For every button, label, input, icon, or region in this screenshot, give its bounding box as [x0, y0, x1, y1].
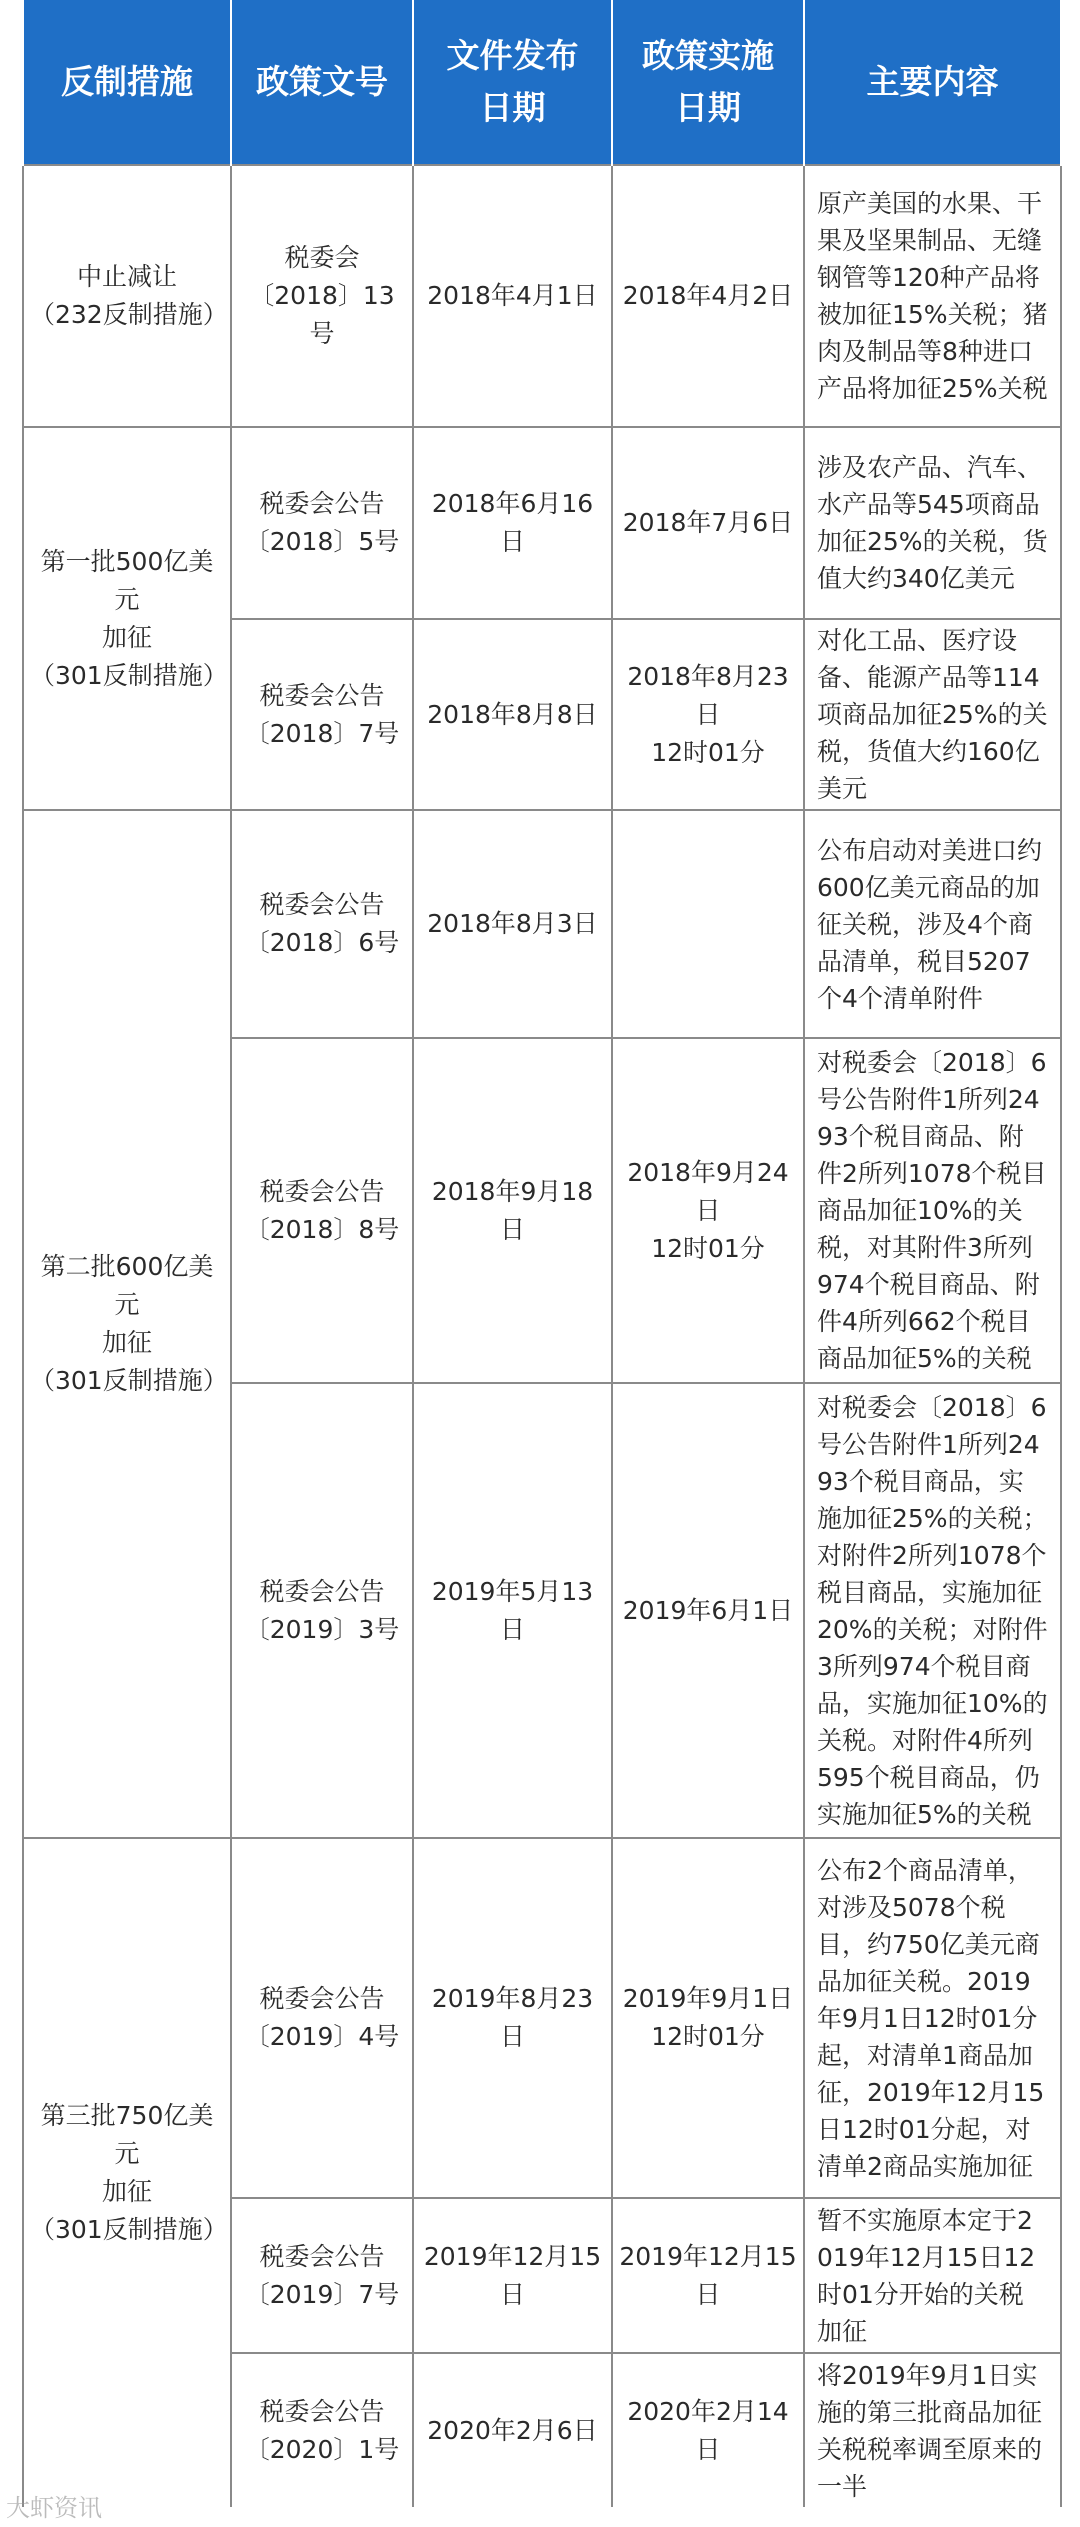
policy-table: [22, 0, 1062, 2509]
publish-date-cell: 2019年5月13日: [413, 1383, 612, 1838]
measure-cell: 中止减让 （232反制措施）: [23, 165, 231, 427]
footer-strip: [0, 2507, 1080, 2527]
content-cell: 公布2个商品清单，对涉及5078个税目，约750亿美元商品加征关税。2019年9月1日12时01分起，对清单1商品加征，2019年12月15日12时01分起，对清单2商品实施加征: [804, 1838, 1061, 2198]
header-effective-date: 政策实施 日期: [612, 0, 804, 165]
table-row: [23, 165, 1061, 427]
content-cell: 对税委会〔2018〕6号公告附件1所列2493个税目商品，实施加征25%的关税；对附件2所列1078个税目商品，实施加征20%的关税；对附件3所列974个税目商品，实施加征10%的关税。对附件4所列595个税目商品，仍实施加征5%的关税: [804, 1383, 1061, 1838]
doc-number-cell: 税委会公告 〔2019〕7号: [231, 2198, 413, 2353]
publish-date-cell: 2018年8月3日: [413, 810, 612, 1038]
doc-number-cell: 税委会公告 〔2019〕3号: [231, 1383, 413, 1838]
content-cell: 对税委会〔2018〕6号公告附件1所列2493个税目商品、附件2所列1078个税目商品加征10%的关税，对其附件3所列974个税目商品、附件4所列662个税目商品加征5%的关税: [804, 1038, 1061, 1383]
publish-date-cell: 2018年6月16日: [413, 427, 612, 619]
doc-number-cell: 税委会公告 〔2020〕1号: [231, 2353, 413, 2508]
content-cell: 涉及农产品、汽车、水产品等545项商品加征25%的关税，货值大约340亿美元: [804, 427, 1061, 619]
content-cell: 对化工品、医疗设备、能源产品等114项商品加征25%的关税，货值大约160亿美元: [804, 619, 1061, 810]
table-row: [23, 427, 1061, 619]
doc-number-cell: 税委会公告 〔2018〕6号: [231, 810, 413, 1038]
effective-date-cell: 2018年4月2日: [612, 165, 804, 427]
doc-number-cell: 税委会公告 〔2018〕7号: [231, 619, 413, 810]
effective-date-cell: [612, 810, 804, 1038]
effective-date-cell: 2019年6月1日: [612, 1383, 804, 1838]
measure-cell: 第二批600亿美元 加征 （301反制措施）: [23, 810, 231, 1838]
table-header-row: [23, 0, 1061, 165]
measure-cell: 第三批750亿美元 加征 （301反制措施）: [23, 1838, 231, 2508]
content-cell: 将2019年9月1日实施的第三批商品加征关税税率调至原来的一半: [804, 2353, 1061, 2508]
publish-date-cell: 2018年8月8日: [413, 619, 612, 810]
doc-number-cell: 税委会公告 〔2018〕8号: [231, 1038, 413, 1383]
publish-date-cell: 2019年8月23日: [413, 1838, 612, 2198]
measure-cell: 第一批500亿美元 加征 （301反制措施）: [23, 427, 231, 810]
publish-date-cell: 2018年9月18日: [413, 1038, 612, 1383]
header-publish-date: 文件发布 日期: [413, 0, 612, 165]
doc-number-cell: 税委会公告 〔2019〕4号: [231, 1838, 413, 2198]
publish-date-cell: 2019年12月15日: [413, 2198, 612, 2353]
effective-date-cell: 2019年12月15日: [612, 2198, 804, 2353]
effective-date-cell: 2018年8月23日 12时01分: [612, 619, 804, 810]
watermark-text: 大虾资讯: [6, 2494, 102, 2522]
header-main-content: 主要内容: [804, 0, 1061, 165]
header-doc-number: 政策文号: [231, 0, 413, 165]
content-cell: 原产美国的水果、干果及坚果制品、无缝钢管等120种产品将被加征15%关税；猪肉及制品等8种进口产品将加征25%关税: [804, 165, 1061, 427]
header-measure: 反制措施: [23, 0, 231, 165]
effective-date-cell: 2018年9月24日 12时01分: [612, 1038, 804, 1383]
effective-date-cell: 2018年7月6日: [612, 427, 804, 619]
publish-date-cell: 2020年2月6日: [413, 2353, 612, 2508]
content-cell: 暂不实施原本定于2019年12月15日12时01分开始的关税加征: [804, 2198, 1061, 2353]
doc-number-cell: 税委会公告 〔2018〕5号: [231, 427, 413, 619]
policy-table-container: [22, 0, 1060, 2507]
effective-date-cell: 2020年2月14日: [612, 2353, 804, 2508]
content-cell: 公布启动对美进口约600亿美元商品的加征关税，涉及4个商品清单，税目5207个4个清单附件: [804, 810, 1061, 1038]
publish-date-cell: 2018年4月1日: [413, 165, 612, 427]
doc-number-cell: 税委会 〔2018〕13号: [231, 165, 413, 427]
table-row: [23, 810, 1061, 1038]
table-row: [23, 1838, 1061, 2198]
effective-date-cell: 2019年9月1日 12时01分: [612, 1838, 804, 2198]
